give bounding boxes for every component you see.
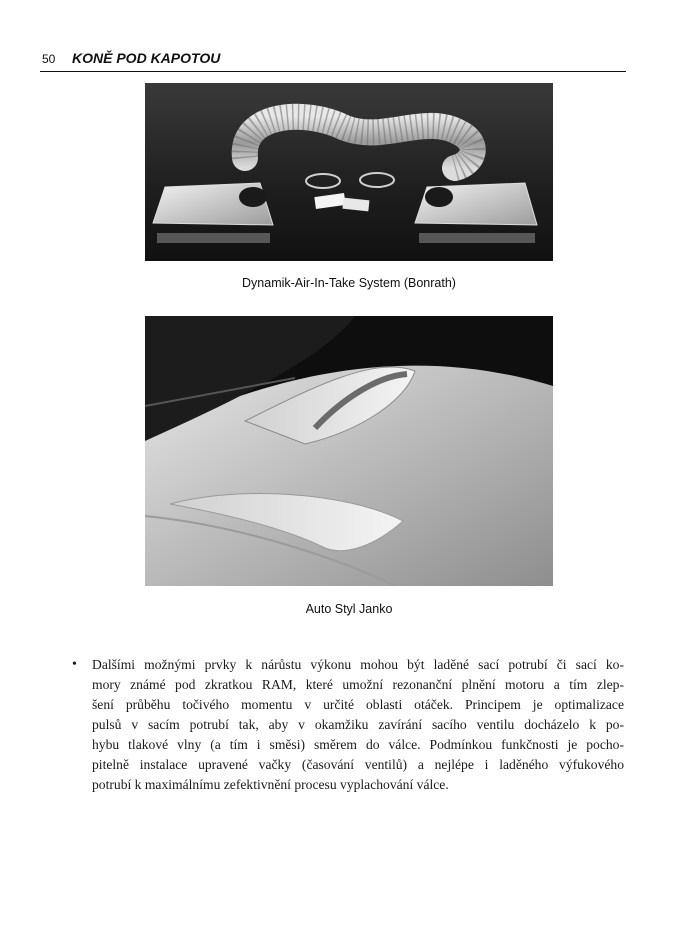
header-rule — [40, 71, 626, 72]
paragraph-line: hybu tlakové vlny (a tím i směsi) směrem do válce. Podmínkou funkčnosti je pocho- — [92, 737, 624, 752]
running-title: KONĚ POD KAPOTOU — [72, 50, 221, 66]
paragraph-line: mory známé pod zkratkou RAM, které umožní rezonanční plnění motoru a tím zlep- — [92, 677, 624, 692]
figure-caption: Auto Styl Janko — [305, 602, 393, 616]
figure-caption: Dynamik-Air-In-Take System (Bonrath) — [242, 276, 456, 290]
paragraph-line: Dalšími možnými prvky k nárůstu výkonu mohou být laděné sací potrubí či sací ko- — [92, 657, 624, 672]
page-number: 50 — [42, 52, 56, 66]
paragraph-line: pitelně instalace upravené vačky (časování ventilů) a nejlépe i laděného výfukového — [92, 757, 624, 772]
air-intake-kit-photo — [145, 83, 553, 261]
paragraph-line: pulsů v sacím potrubí tak, aby v okamžiku zavírání sacího ventilu docházelo k po- — [92, 717, 624, 732]
paragraph-line: potrubí k maximálnímu zefektivnění procesu vyplachování válce. — [92, 777, 449, 792]
hood-scoop-photo — [145, 316, 553, 586]
paragraph-line: šení průběhu točivého momentu v určité oblasti otáček. Principem je optimalizace — [92, 697, 624, 712]
bullet-marker: • — [72, 657, 77, 672]
